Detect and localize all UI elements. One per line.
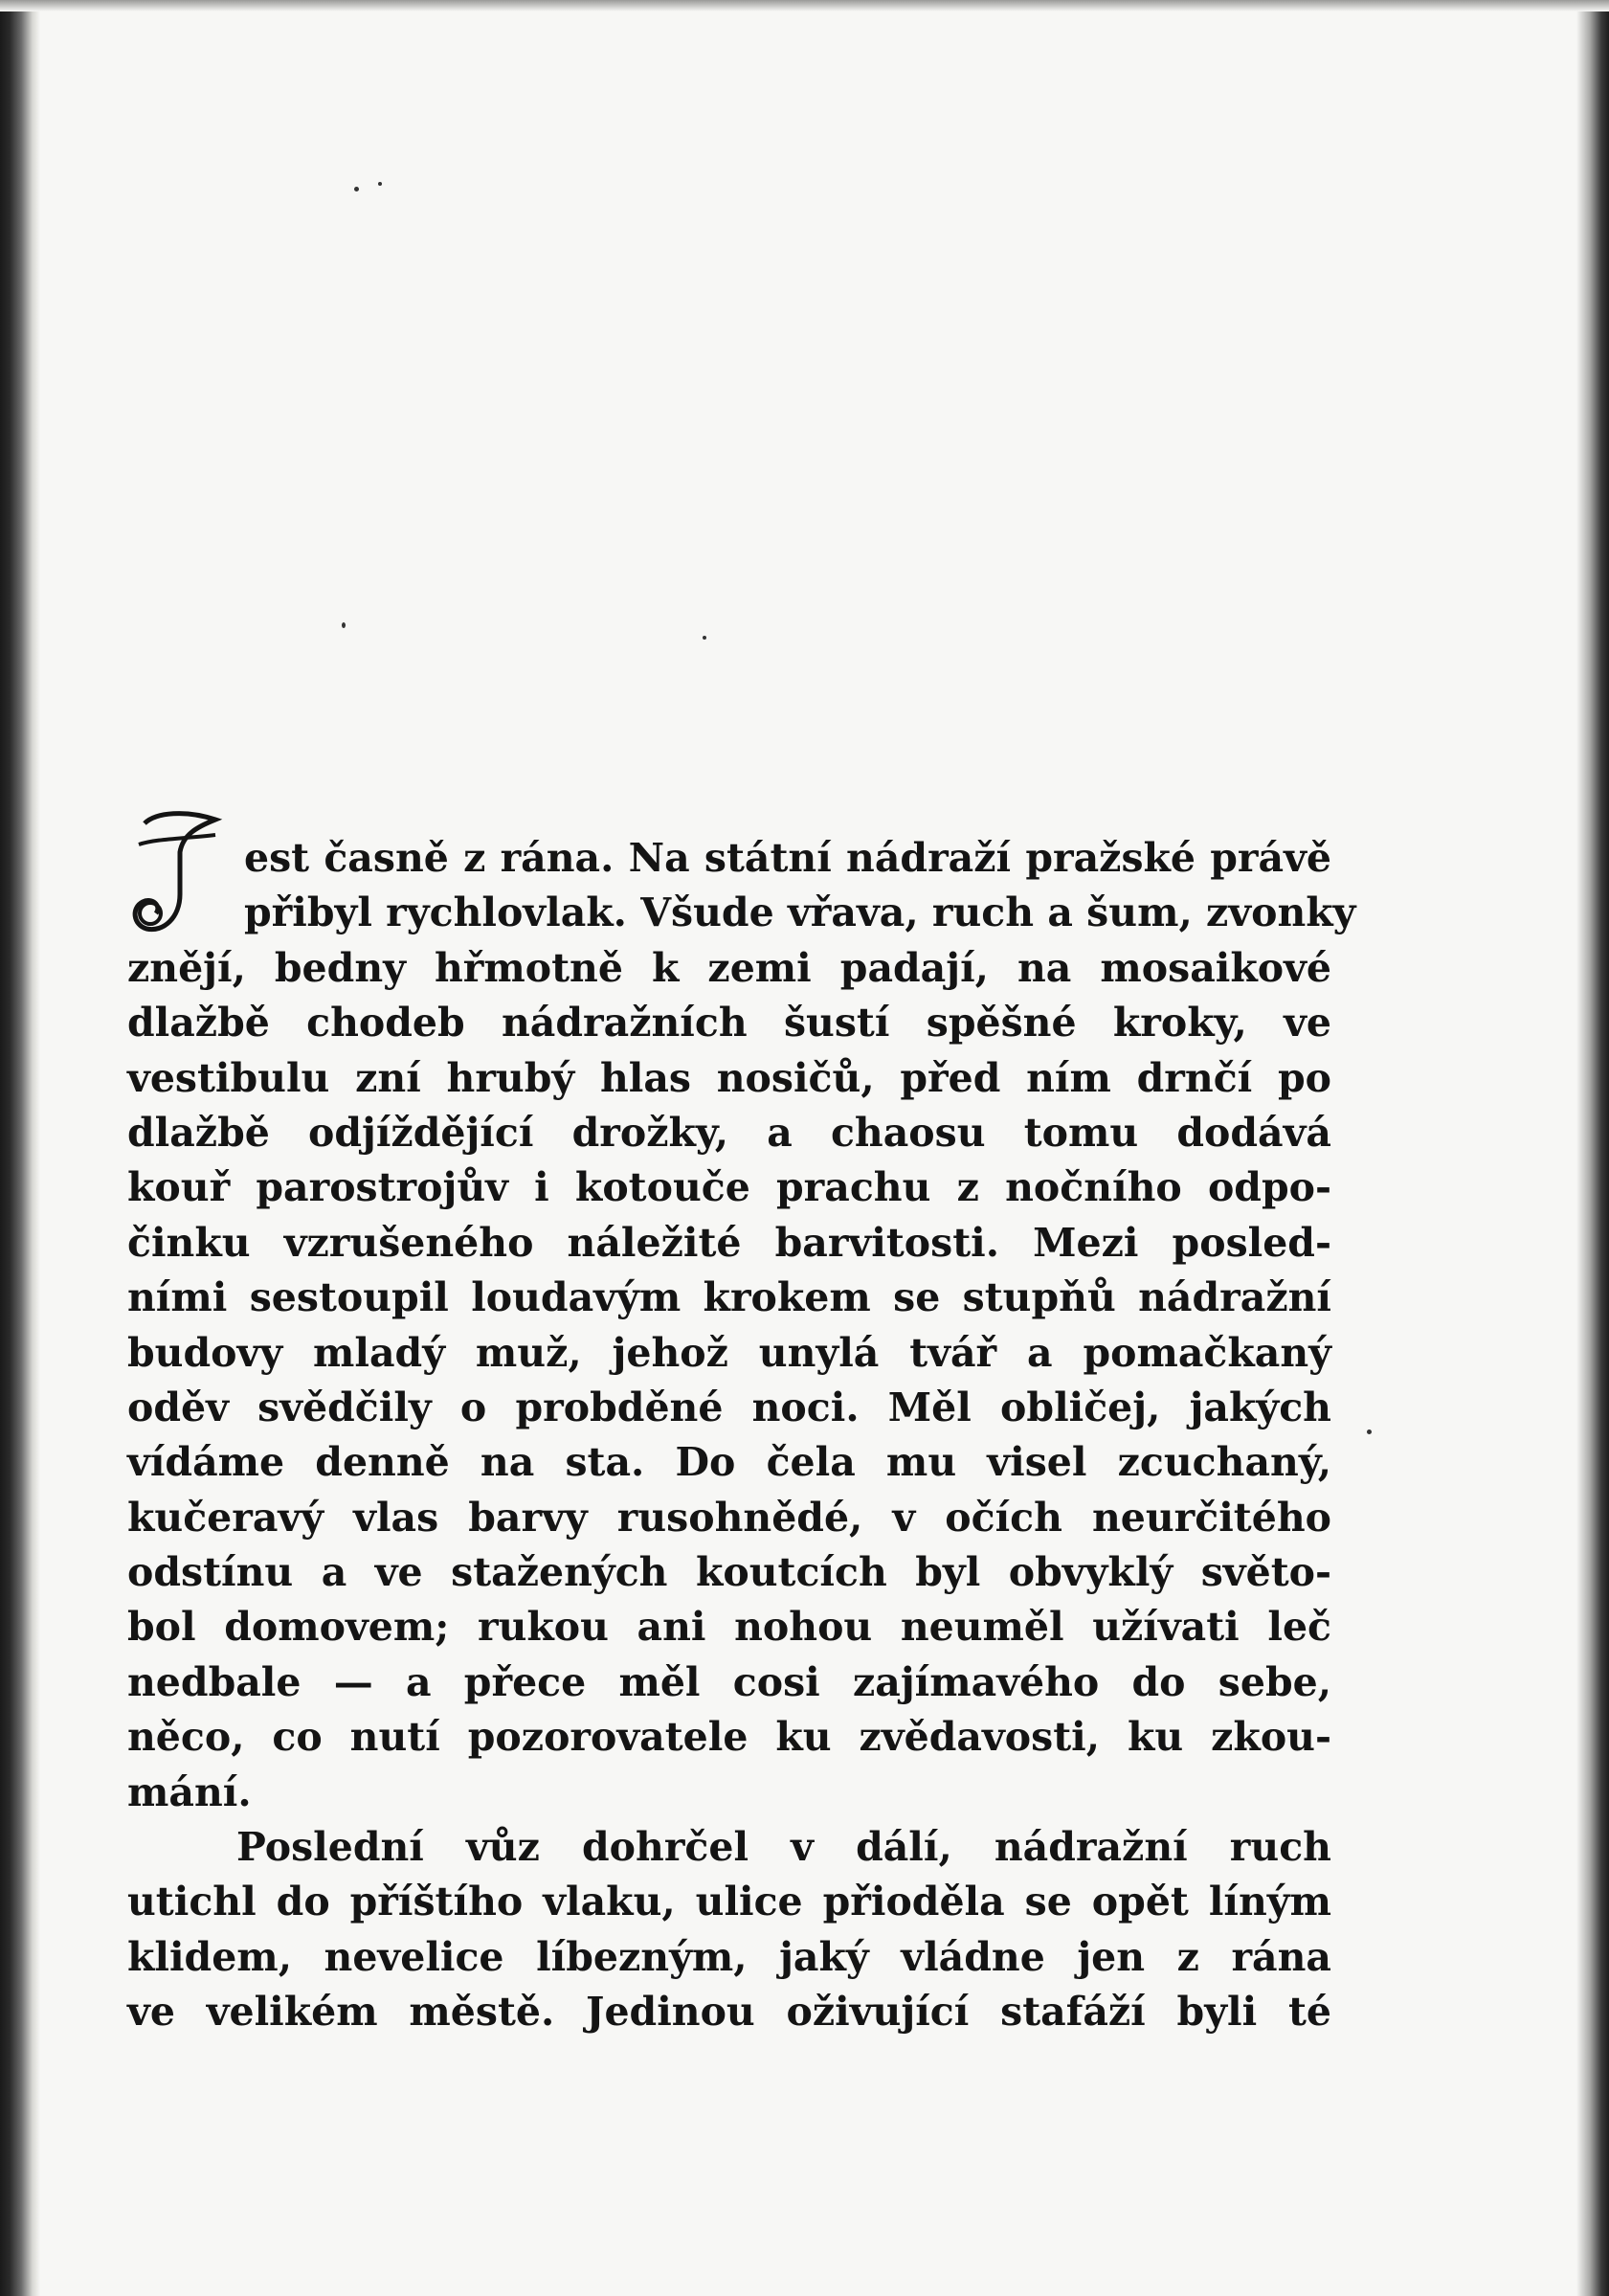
speck [342, 622, 346, 628]
text-line: činku vzrušeného náležité barvitosti. Mezi posled- [127, 1219, 1331, 1266]
speck [703, 636, 706, 640]
text-line: odstínu a ve stažených koutcích byl obvyklý světo- [127, 1549, 1331, 1596]
text-line: vídáme denně na sta. Do čela mu visel zcuchaný, [127, 1439, 1331, 1486]
text-line: oděv svědčily o probděné noci. Měl obličej, jakých [127, 1384, 1331, 1430]
text-line: Poslední vůz dohrčel v dálí, nádražní ruch [236, 1824, 1331, 1871]
text-line: přibyl rychlovlak. Všude vřava, ruch a šum, zvonky [244, 889, 1356, 936]
text-line: utichl do příštího vlaku, ulice přioděla se opět líným [127, 1879, 1331, 1925]
text-line: bol domovem; rukou ani nohou neuměl užívati leč [127, 1604, 1331, 1651]
text-line: ve velikém městě. Jedinou oživující stafáží byli té [127, 1989, 1331, 2036]
body-text [127, 831, 1356, 2040]
text-line: dlažbě chodeb nádražních šustí spěšné kroky, ve [127, 1000, 1331, 1047]
text-line: budovy mladý muž, jehož unylá tvář a pomačkaný [127, 1329, 1331, 1376]
text-line: ními sestoupil loudavým krokem se stupňů nádražní [127, 1274, 1331, 1321]
speck [378, 182, 382, 186]
text-line: mání. [127, 1768, 252, 1815]
page-edge-right [1576, 0, 1609, 2296]
text-line: nedbale — a přece měl cosi zajímavého do sebe, [127, 1658, 1331, 1705]
text-line: něco, co nutí pozorovatele ku zvědavosti, ku zkou- [127, 1714, 1331, 1761]
page-edge-top [0, 0, 1609, 11]
text-line: est časně z rána. Na státní nádraží pražské právě [244, 835, 1331, 881]
text-line: kouř parostrojův i kotouče prachu z nočního odpo- [127, 1164, 1331, 1211]
text-line: kučeravý vlas barvy rusohnědé, v očích neurčitého [127, 1494, 1331, 1541]
text-line: znějí, bedny hřmotně k zemi padají, na mosaikové [127, 944, 1331, 991]
speck [354, 187, 359, 191]
text-line: vestibulu zní hrubý hlas nosičů, před ním drnčí po [127, 1054, 1331, 1101]
text-line: dlažbě odjíždějící drožky, a chaosu tomu dodává [127, 1109, 1331, 1156]
dropcap-ornament [127, 806, 233, 940]
speck [1367, 1429, 1372, 1434]
text-line: klidem, nevelice líbezným, jaký vládne jen z rána [127, 1933, 1331, 1980]
svg-text:J: J [185, 864, 186, 865]
page-edge-left [0, 0, 40, 2296]
